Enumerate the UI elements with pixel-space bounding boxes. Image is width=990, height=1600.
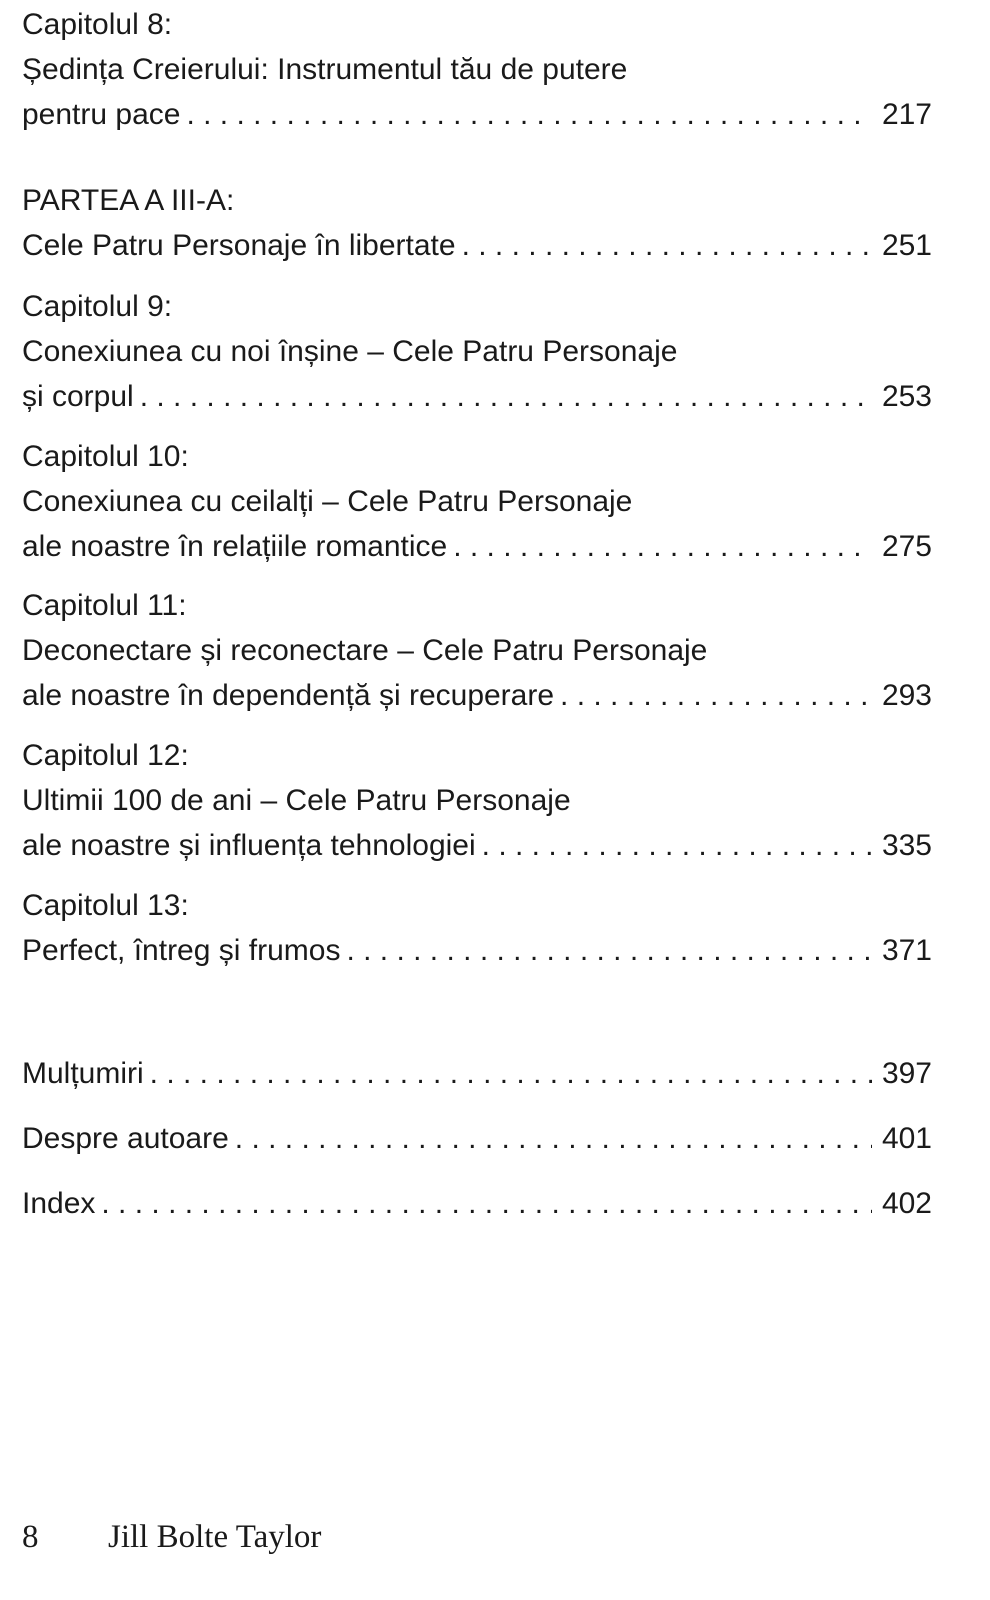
toc-entry-title-line bbox=[22, 524, 932, 569]
footer-page-number: 8 bbox=[22, 1519, 39, 1555]
dot-leader bbox=[235, 1116, 872, 1161]
toc-entry-title: Cele Patru Personaje în libertate bbox=[22, 229, 456, 262]
toc-entry-title-line bbox=[22, 1051, 932, 1096]
toc-entry-title: Despre autoare bbox=[22, 1122, 229, 1155]
toc-entry-title-line bbox=[22, 1181, 932, 1226]
toc-entry-chapter-8[interactable] bbox=[22, 2, 932, 137]
dot-leader bbox=[560, 673, 872, 718]
toc-page-number: 275 bbox=[881, 530, 932, 563]
toc-page-number: 335 bbox=[881, 829, 932, 862]
toc-page-number: 251 bbox=[881, 229, 932, 262]
toc-entry-title: ale noastre în relațiile romantice bbox=[22, 530, 448, 563]
toc-entry-acknowledgements[interactable] bbox=[22, 1051, 932, 1096]
toc-page-number: 253 bbox=[881, 380, 932, 413]
dot-leader bbox=[462, 223, 872, 268]
toc-entry-title-line bbox=[22, 92, 932, 137]
dot-leader bbox=[453, 524, 872, 569]
toc-page-number: 402 bbox=[881, 1187, 932, 1220]
toc-line: Conexiunea cu ceilalți – Cele Patru Personaje bbox=[22, 485, 633, 518]
toc-line: Capitolul 12: bbox=[22, 739, 189, 772]
toc-entry-title: Perfect, întreg și frumos bbox=[22, 934, 341, 967]
toc-entry-chapter-9[interactable] bbox=[22, 284, 932, 419]
toc-page-number: 397 bbox=[881, 1057, 932, 1090]
toc-line: Capitolul 11: bbox=[22, 589, 187, 622]
toc-entry-title-line bbox=[22, 1116, 932, 1161]
toc-entry-about-author[interactable] bbox=[22, 1116, 932, 1161]
toc-entry-chapter-10[interactable] bbox=[22, 434, 932, 569]
toc-line: PARTEA A III-A: bbox=[22, 184, 235, 217]
toc-line: Capitolul 10: bbox=[22, 440, 189, 473]
toc-line: Ședința Creierului: Instrumentul tău de putere bbox=[22, 53, 628, 86]
toc-page-number: 217 bbox=[881, 98, 932, 131]
toc-page-number: 371 bbox=[881, 934, 932, 967]
toc-entry-title: și corpul bbox=[22, 380, 134, 413]
toc-entry-index[interactable] bbox=[22, 1181, 932, 1226]
toc-entry-part-3[interactable] bbox=[22, 178, 932, 268]
toc-line: Conexiunea cu noi înșine – Cele Patru Personaje bbox=[22, 335, 678, 368]
dot-leader bbox=[482, 823, 872, 868]
page-footer bbox=[22, 1512, 321, 1562]
toc-line: Deconectare și reconectare – Cele Patru Personaje bbox=[22, 634, 708, 667]
toc-entry-title-line bbox=[22, 928, 932, 973]
dot-leader bbox=[150, 1051, 872, 1096]
toc-page-number: 401 bbox=[881, 1122, 932, 1155]
toc-entry-title-line bbox=[22, 374, 932, 419]
toc-entry-title-line bbox=[22, 823, 932, 868]
toc-entry-title: pentru pace bbox=[22, 98, 181, 131]
footer-author: Jill Bolte Taylor bbox=[108, 1519, 322, 1555]
dot-leader bbox=[346, 928, 872, 973]
toc-entry-chapter-12[interactable] bbox=[22, 733, 932, 868]
toc-entry-title: ale noastre în dependență și recuperare bbox=[22, 679, 555, 712]
toc-line: Capitolul 13: bbox=[22, 889, 189, 922]
toc-line: Ultimii 100 de ani – Cele Patru Personaje bbox=[22, 784, 571, 817]
toc-entry-title: ale noastre și influența tehnologiei bbox=[22, 829, 476, 862]
toc-entry-chapter-13[interactable] bbox=[22, 883, 932, 973]
toc-entry-title-line bbox=[22, 223, 932, 268]
toc-entry-title: Mulțumiri bbox=[22, 1057, 144, 1090]
toc-entry-title-line bbox=[22, 673, 932, 718]
dot-leader bbox=[101, 1181, 872, 1226]
toc-line: Capitolul 9: bbox=[22, 290, 173, 323]
toc-entry-chapter-11[interactable] bbox=[22, 583, 932, 718]
toc-entry-title: Index bbox=[22, 1187, 96, 1220]
toc-page-number: 293 bbox=[881, 679, 932, 712]
dot-leader bbox=[186, 92, 872, 137]
dot-leader bbox=[140, 374, 872, 419]
toc-line: Capitolul 8: bbox=[22, 8, 173, 41]
